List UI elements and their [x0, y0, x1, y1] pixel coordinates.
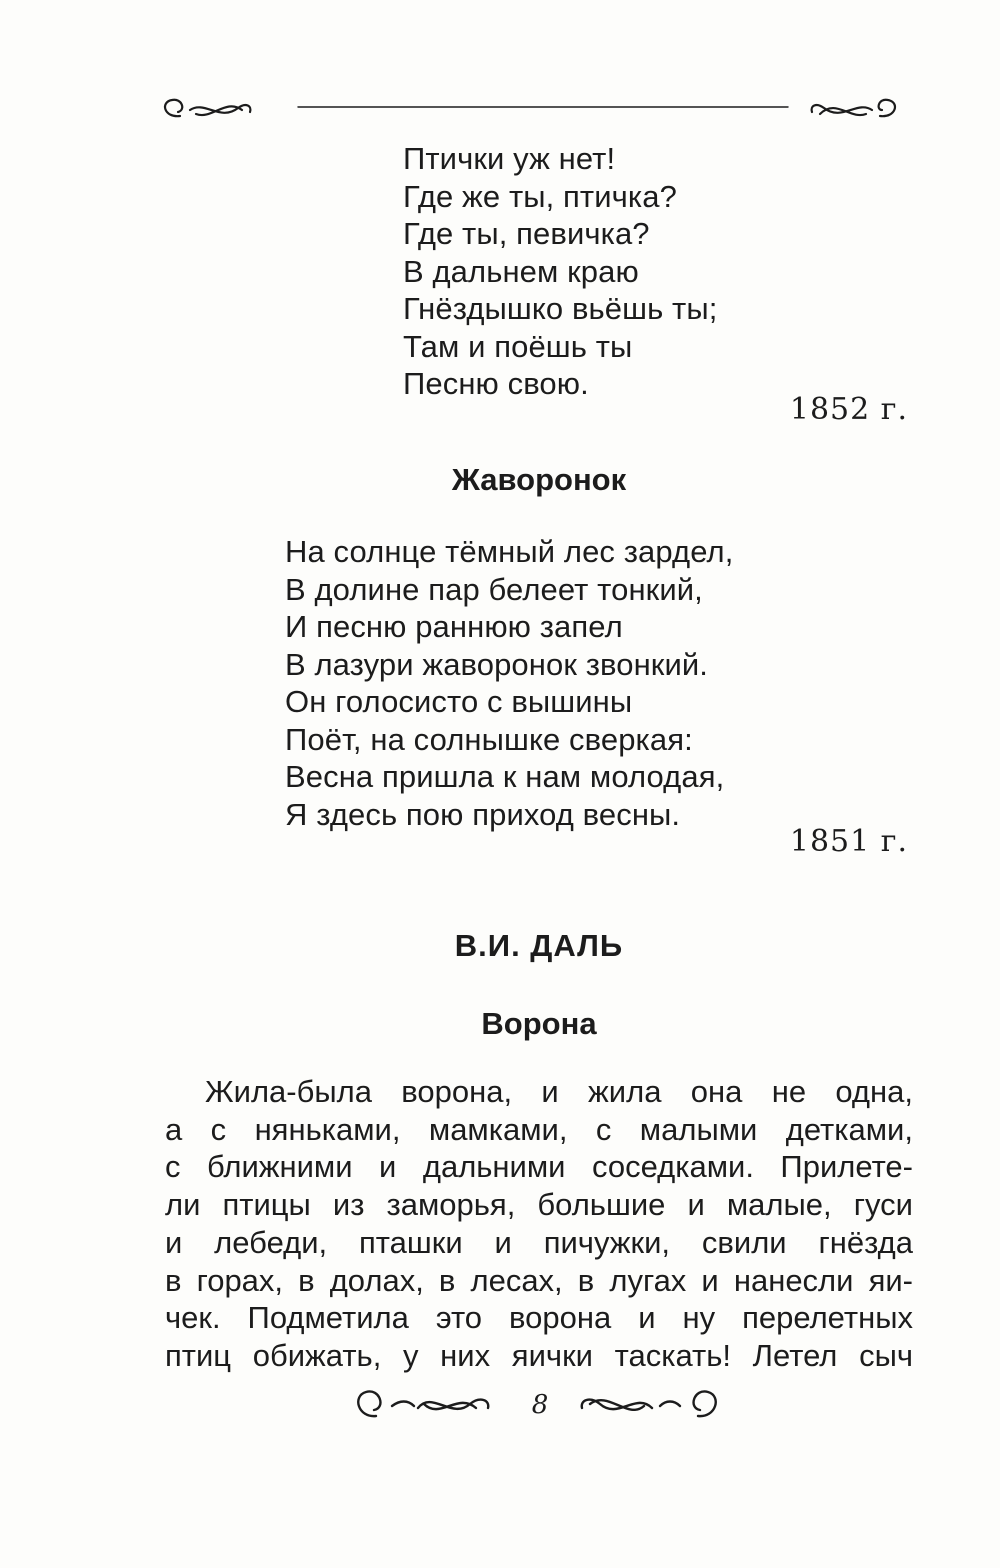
- poem-stanza-1: [403, 140, 717, 403]
- poem-line: Я здесь пою приход весны.: [285, 796, 681, 832]
- poem-line: В лазури жаворонок звонкий.: [285, 646, 709, 682]
- poem-line: Весна пришла к нам молодая,: [285, 759, 725, 794]
- top-flourish-icon: [0, 92, 1000, 132]
- prose-line: а с няньками, мамками, с малыми детками,: [165, 1111, 913, 1147]
- poem-1-year: 1852 г.: [789, 392, 908, 427]
- prose-line: и лебеди, пташки и пичужки, свили гнёзда: [165, 1224, 913, 1260]
- prose-line: в горах, в долах, в лесах, в лугах и нанесли яи-: [165, 1262, 913, 1298]
- poem-line: На солнце тёмный лес зардел,: [285, 534, 734, 569]
- poem-line: Где ты, певичка?: [403, 216, 650, 251]
- page-number: 8: [531, 1390, 549, 1420]
- story-title: Ворона: [481, 1006, 597, 1041]
- poem-line: Гнёздышко вьёшь ты;: [403, 291, 718, 326]
- poem-line: И песню раннюю запел: [285, 609, 623, 644]
- prose-line: чек. Подметила это ворона и ну перелетных: [165, 1300, 913, 1336]
- author-heading: В.И. ДАЛЬ: [454, 928, 624, 963]
- poem-line: Он голосисто с вышины: [285, 684, 633, 719]
- poem-stanza-2: [285, 533, 733, 833]
- poem-line: В долине пар белеет тонкий,: [285, 571, 703, 607]
- prose-line: птиц обижать, у них яички таскать! Летел сыч: [165, 1337, 913, 1373]
- poem-line: Птички уж нет!: [403, 141, 616, 176]
- prose-line: Жила-была ворона, и жила она не одна,: [205, 1074, 913, 1109]
- prose-line: с ближними и дальними соседками. Прилете-: [165, 1149, 913, 1185]
- poem-line: Там и поёшь ты: [403, 328, 633, 364]
- poem-2-year: 1851 г.: [789, 824, 908, 859]
- poem-line: Песню свою.: [403, 366, 589, 401]
- prose-line: ли птицы из заморья, большие и малые, гуси: [165, 1187, 913, 1223]
- poem-2-title: Жаворонок: [451, 462, 627, 497]
- poem-line: Где же ты, птичка?: [403, 178, 677, 214]
- story-text: [165, 1073, 913, 1375]
- poem-line: В дальнем краю: [403, 253, 639, 289]
- poem-line: Поёт, на солнышке сверкая:: [285, 721, 693, 757]
